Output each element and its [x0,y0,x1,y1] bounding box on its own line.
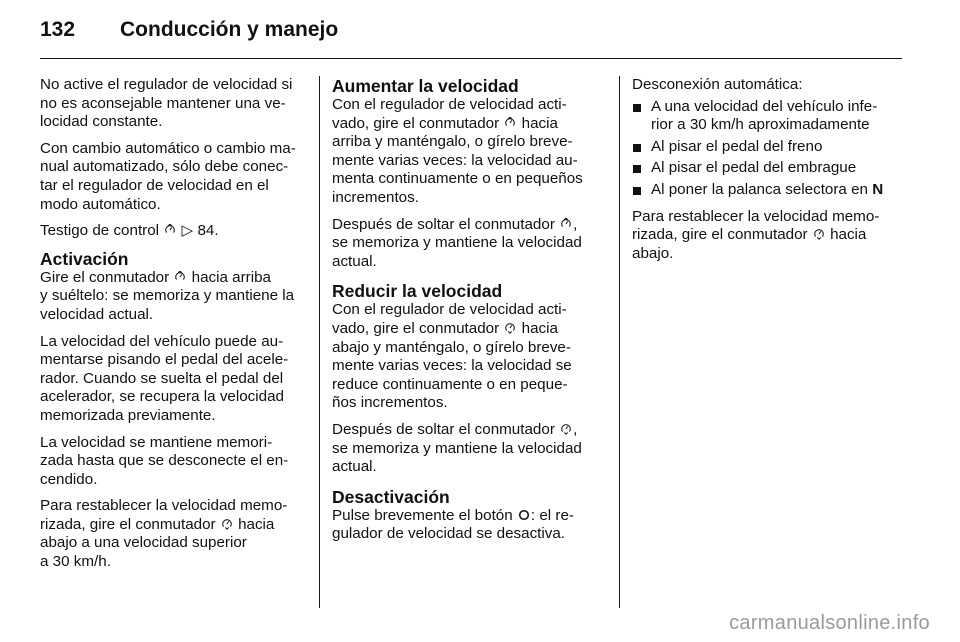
paragraph: La velocidad se mantiene memori- zada hasta que se desconecte el en- cendido. [40,433,289,488]
switch-up-icon [173,271,187,283]
heading-activacion: Activación [40,248,129,269]
column-3 [632,76,904,271]
column-divider-1 [319,76,320,608]
page-reference-icon[interactable]: ▷ [181,222,194,240]
switch-down-icon [220,518,234,530]
paragraph: Después de soltar el conmutador , se memoriza y mantiene la velocidad actual. [332,215,582,270]
switch-down-icon [503,322,517,334]
list-item: Al poner la palanca selectora en N [632,181,904,200]
paragraph: Pulse brevemente el botón : el re- gulador de velocidad se desactiva. [332,506,574,543]
switch-up-icon [559,218,573,230]
paragraph: Con el regulador de velocidad acti- vado, gire el conmutador hacia abajo y manténgalo, o gírelo breve- mente varias veces: la velocidad se reduce continuamente o en peque- ños incrementos. [332,301,572,412]
page-number: 132 [40,18,76,41]
paragraph: Para restablecer la velocidad memo- rizada, gire el conmutador hacia abajo a una velocidad superior a 30 km/h. [40,497,288,571]
paragraph: Con cambio automático o cambio ma- nual automatizado, sólo debe conec- tar el regulador de velocidad en el modo automático. [40,139,296,213]
cruise-control-indicator-icon [163,224,177,236]
heading-reducir: Reducir la velocidad [332,281,503,302]
switch-up-icon [503,117,517,129]
column-2 [332,76,604,552]
switch-down-icon [559,423,573,435]
paragraph: Testigo de control ▷ 84. [40,222,219,240]
list-item: Al pisar el pedal del freno [632,138,904,157]
paragraph: La velocidad del vehículo puede au- mentarse pisando el pedal del acele- rador. Cuando se suelta el pedal del acelerador, se recupera la velocidad memorizada previamente. [40,332,289,424]
paragraph: Después de soltar el conmutador , se memoriza y mantiene la velocidad actual. [332,420,582,476]
heading-aumentar: Aumentar la velocidad [332,76,519,96]
paragraph: Desconexión automática: [632,76,803,93]
list-item: Al pisar el pedal del embrague [632,159,904,178]
switch-down-icon [812,228,826,240]
paragraph: Para restablecer la velocidad memo- rizada, gire el conmutador hacia abajo. [632,207,880,262]
paragraph: No active el regulador de velocidad si no es aconsejable mantener una ve- locidad constante. [40,76,293,131]
paragraph: Gire el conmutador hacia arriba y suéltelo: se memoriza y mantiene la velocidad actual. [40,268,295,323]
paragraph: Con el regulador de velocidad acti- vado, gire el conmutador hacia arriba y manténgalo, o gírelo breve- mente varias veces: la velocidad au- menta continuamente o en pequeños incrementos. [332,96,583,206]
off-button-icon [517,509,531,521]
header-rule [40,58,902,59]
page-title: Conducción y manejo [120,18,339,41]
column-divider-2 [619,76,620,608]
column-1 [40,76,306,580]
list-item: A una velocidad del vehículo infe- rior a 30 km/h aproximadamente [632,98,904,135]
watermark: carmanualsonline.info [729,612,930,634]
bullet-list [632,98,904,200]
heading-desactivacion: Desactivación [332,486,450,507]
